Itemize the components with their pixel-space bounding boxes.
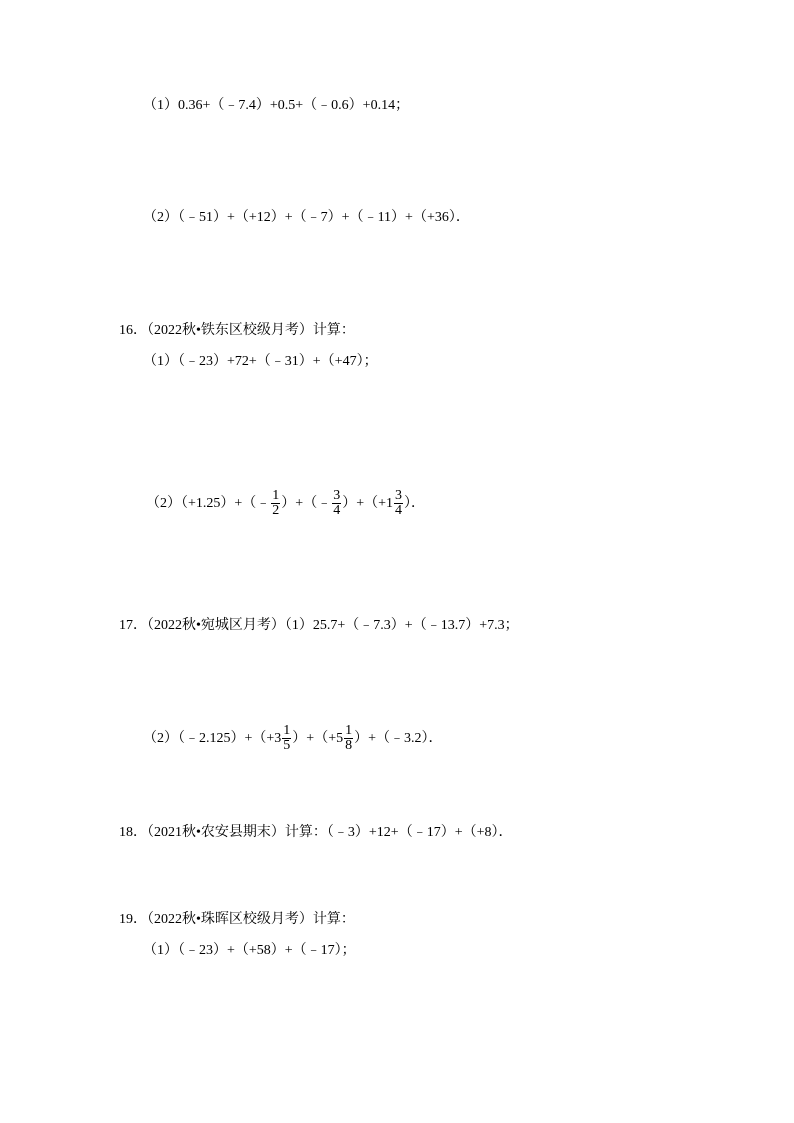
problem17-part2 xyxy=(143,719,443,759)
fraction xyxy=(282,724,291,754)
expr-text: （2）（﹣2.125）+（+3 xyxy=(143,731,282,746)
problem15-part1: （1）0.36+（﹣7.4）+0.5+（﹣0.6）+0.14； xyxy=(143,98,410,113)
fraction-numerator: 3 xyxy=(395,487,402,503)
fraction-denominator: 4 xyxy=(333,503,341,519)
problem15-part2: （2）（﹣51）+（+12）+（﹣7）+（﹣11）+（+36）． xyxy=(143,210,470,225)
problem19-part1: （1）（﹣23）+（+58）+（﹣17）； xyxy=(143,943,356,958)
expr-text: ）． xyxy=(404,496,425,511)
fraction-denominator: 8 xyxy=(345,738,353,754)
expr-text: （2）（+1.25）+（﹣ xyxy=(146,496,271,511)
fraction-numerator: 1 xyxy=(345,722,353,738)
expr-text: ）+（+1 xyxy=(342,496,393,511)
fraction-denominator: 5 xyxy=(283,738,291,754)
expr-text: ）+（+5 xyxy=(292,731,344,746)
fraction-denominator: 4 xyxy=(395,503,402,519)
expr-text: ）+（﹣3.2）． xyxy=(354,731,443,746)
fraction xyxy=(271,489,280,519)
problem16-part2 xyxy=(146,484,425,524)
fraction-numerator: 1 xyxy=(283,722,291,738)
fraction-denominator: 2 xyxy=(272,503,280,519)
problem17-header: 17．（2022秋•宛城区月考）（1）25.7+（﹣7.3）+（﹣13.7）+7.3； xyxy=(119,618,519,633)
problem18-header: 18．（2021秋•农安县期末）计算：（﹣3）+12+（﹣17）+（+8）． xyxy=(119,825,513,840)
fraction xyxy=(332,489,341,519)
problem16-header: 16．（2022秋•铁东区校级月考）计算： xyxy=(119,323,355,338)
fraction xyxy=(344,724,353,754)
problem19-header: 19．（2022秋•珠晖区校级月考）计算： xyxy=(119,912,355,927)
fraction-numerator: 3 xyxy=(333,487,341,503)
problem16-part1: （1）（﹣23）+72+（﹣31）+（+47）； xyxy=(143,354,378,369)
expr-text: ）+（﹣ xyxy=(281,496,332,511)
fraction xyxy=(394,489,403,519)
fraction-numerator: 1 xyxy=(272,487,280,503)
